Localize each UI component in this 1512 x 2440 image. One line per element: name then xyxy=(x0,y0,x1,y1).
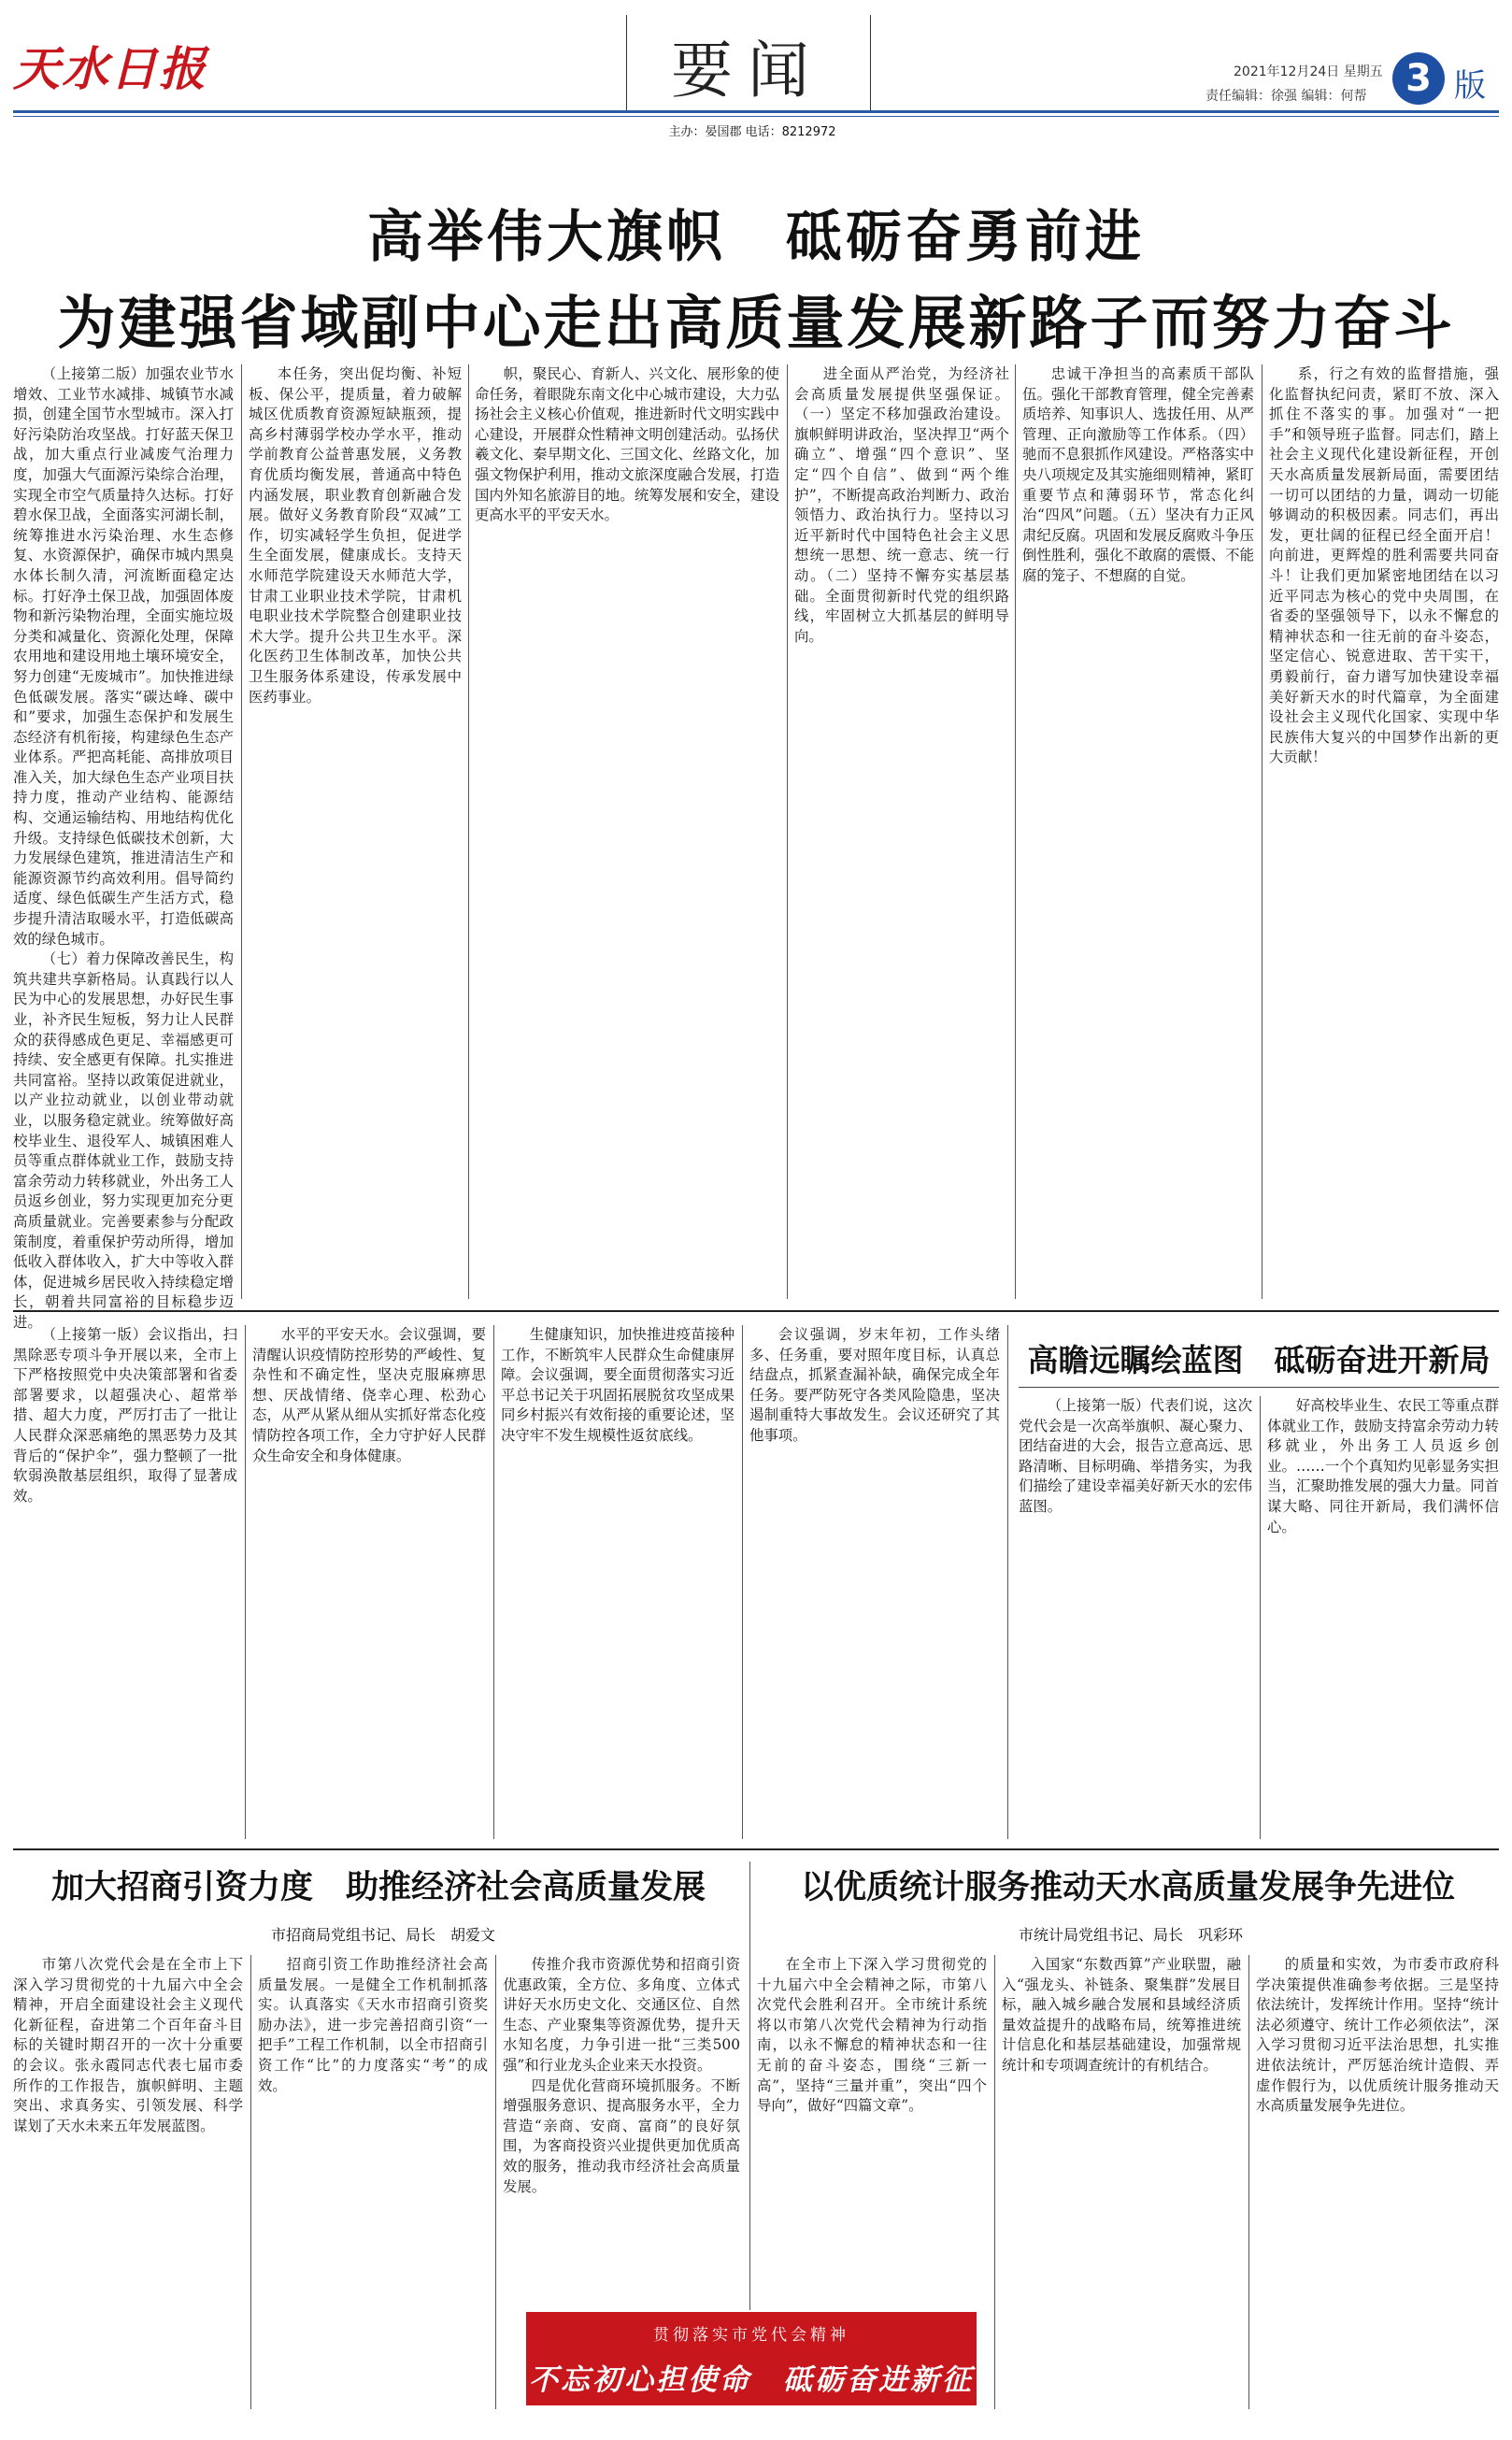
report-column-3: 生健康知识，加快推进疫苗接种工作，不断筑牢人民群众生命健康屏障。会议强调，要全面贯彻落实习近平总书记关于巩固拓展脱贫攻坚成果同乡村振兴有效衔接的重要论述，坚决守牢不发生规模性返贫底线。 xyxy=(501,1326,735,1444)
lead-column-1: （上接第二版）加强农业节水增效、工业节水减排、城镇节水减损，创建全国节水型城市。深入打好污染防治攻坚战。打好蓝天保卫战，加大重点行业减废气治理力度，加强大气面源污染综合治理，实现全市空气质量持久达标。打好碧水保卫战，全面落实河湖长制，统筹推进水污染治理、水生态修复、水资源保护，确保市城内黑臭水体长制久清，河流断面稳定达标。打好净土保卫战，加强固体废物和新污染物治理，全面实施垃圾分类和减量化、资源化处理，保障农用地和建设用地土壤环境安全，努力创建“无废城市”。加快推进绿色低碳发展。落实“碳达峰、碳中和”要求，加强生态保护和发展生态经济有机衔接，构建绿色生态产业体系。严把高耗能、高排放项目准入关，加大绿色生态产业项目扶持力度，推动产业结构、能源结构、交通运输结构、用地结构优化升级。支持绿色低碳技术创新，大力发展绿色建筑，推进清洁生产和能源资源节约高效利用。倡导简约适度、绿色低碳生产生活方式，稳步提升清洁取暖水平，打造低碳高效的绿色城市。 （七）着力保障改善民生，构筑共建共享新格局。认真践行以人民为中心的发展思想，办好民生事业，补齐民生短板，努力让人民群众的获得感成色更足、幸福感更可持续、安全感更有保障。扎实推进共同富裕。坚持以政策促进就业，以产业拉动就业，以创业带动就业，以服务稳定就业。统筹做好高校毕业生、退役军人、城镇困难人员等重点群体就业工作，鼓励支持富余劳动力转移就业，外出务工人员返乡创业，努力实现更加充分更高质量就业。完善要素参与分配政策制度，着重保护劳动所得，增加低收入群体收入，扩大中等收入群体，促进城乡居民收入持续稳定增长，朝着共同富裕的目标稳步迈进。 xyxy=(13,365,234,1331)
side-column-1: （上接第一版）代表们说，这次党代会是一次高举旗帜、凝心聚力、团结奋进的大会，报告立意高远、思路清晰、目标明确、举措务实，为我们描绘了建设幸福美好新天水的宏伟蓝图。 xyxy=(1019,1397,1252,1515)
masthead-rule-thin xyxy=(13,116,1499,117)
banner-line-1: 贯彻落实市党代会精神 xyxy=(653,2326,849,2345)
column-divider xyxy=(241,364,242,1299)
section-title: 要闻 xyxy=(671,35,824,107)
banner-line-2: 不忘初心担使命 砥砺奋进新征程 xyxy=(529,2363,974,2439)
column-divider xyxy=(250,1955,251,2409)
campaign-banner xyxy=(526,2312,977,2439)
section-rule xyxy=(13,1848,1499,1850)
investment-column-3: 传推介我市资源优势和招商引资优惠政策，全方位、多角度、立体式讲好天水历史文化、交通区位、自然生态、产业聚集等资源优势，提升天水知名度，力争引进一批“三类500强”和行业龙头企业来天水投资。 四是优化营商环境抓服务。不断增强服务意识、提高服务水平，全力营造“亲商、安商、富商”的良好氛围，为客商投资兴业提供更加优质高效的服务，推动我市经济社会高质量发展。 xyxy=(503,1956,740,2195)
section-rule xyxy=(13,1310,1499,1312)
issue-date: 2021年12月24日 星期五 xyxy=(1234,64,1383,79)
lead-column-6: 系，行之有效的监督措施，强化监督执纪问责，紧盯不放、深入抓住不落实的事。加强对“一把手”和领导班子监督。同志们，踏上社会主义现代化建设新征程，开创天水高质量发展新局面，需要团结一切可以团结的力量，调动一切能够调动的积极因素。同志们，再出发，更壮阔的征程已经全面开启！向前进，更辉煌的胜利需要共同奋斗！让我们更加紧密地团结在以习近平同志为核心的党中央周围，在省委的坚强领导下，以永不懈怠的精神状态和一往无前的奋斗姿态，坚定信心、锐意进取、苦干实干，勇毅前行，奋力谱写加快建设幸福美好新天水的时代篇章，为全面建设社会主义现代化国家、实现中华民族伟大复兴的中国梦作出新的更大贡献！ xyxy=(1269,365,1499,766)
column-divider xyxy=(749,1862,750,2310)
statistics-byline: 市统计局党组书记、局长 巩彩环 xyxy=(1019,1926,1244,1944)
report-column-1: （上接第一版）会议指出，扫黑除恶专项斗争开展以来，全市上下严格按照党中央决策部署和省委部署要求，以超强决心、超常举措、超大力度，严厉打击了一批让人民群众深恶痛绝的黑恶势力及其背后的“保护伞”，强力整顿了一批软弱涣散基层组织，取得了显著成效。 xyxy=(13,1326,237,1505)
lead-column-3: 帜，聚民心、育新人、兴文化、展形象的使命任务，着眼陇东南文化中心城市建设，大力弘扬社会主义核心价值观，推进新时代文明实践中心建设，开展群众性精神文明创建活动。弘扬伏羲文化、秦早期文化、三国文化、丝路文化，加强文物保护利用，推动文旅深度融合发展，打造国内外知名旅游目的地。统筹发展和安全，建设更高水平的平安天水。 xyxy=(475,365,779,524)
investment-byline: 市招商局党组书记、局长 胡爱文 xyxy=(271,1926,496,1944)
statistics-column-3: 的质量和实效，为市委市政府科学决策提供准确参考依据。三是坚持依法统计，发挥统计作用。坚持“统计法必须遵守、统计工作必须依法”，深入学习贯彻习近平法治思想，扎实推进依法统计，严厉惩治统计造假、弄虚作假行为，以优质统计服务推动天水高质量发展争先进位。 xyxy=(1256,1956,1499,2115)
column-divider xyxy=(495,1955,496,2409)
column-divider xyxy=(468,364,469,1299)
report-column-2: 水平的平安天水。会议强调，要清醒认识疫情防控形势的严峻性、复杂性和不确定性，坚决克服麻痹思想、厌战情绪、侥幸心理、松劲心态，从严从紧从细从实抓好常态化疫情防控各项工作，全力守护好人民群众生命安全和身体健康。 xyxy=(252,1326,486,1464)
lead-column-5: 忠诚干净担当的高素质干部队伍。强化干部教育管理，健全完善素质培养、知事识人、选拔任用、从严管理、正向激励等工作体系。（四）驰而不息狠抓作风建设。严格落实中央八项规定及其实施细则精神，紧盯重要节点和薄弱环节，常态化纠治“四风”问题。（五）坚决有力正风肃纪反腐。巩固和发展反腐败斗争压倒性胜利，强化不敢腐的震慑、不能腐的笼子、不想腐的自觉。 xyxy=(1022,365,1254,584)
lead-column-2: 本任务，突出促均衡、补短板、保公平，提质量，着力破解城区优质教育资源短缺瓶颈，提高乡村薄弱学校办学水平，推动学前教育公益普惠发展，义务教育优质均衡发展，普通高中特色内涵发展，职业教育创新融合发展。做好义务教育阶段“双减”工作，切实减轻学生负担，促进学生全面发展，健康成长。支持天水师范学院建设天水师范大学，甘肃工业职业技术学院，甘肃机电职业技术学院整合创建职业技术大学。提升公共卫生水平。深化医药卫生体制改革，加快公共卫生服务体系建设，传承发展中医药事业。 xyxy=(249,365,462,706)
editors: 责任编辑：徐强 编辑：何帮 xyxy=(1205,89,1367,104)
section-editor-info: 主办：晏国郡 电话：8212972 xyxy=(668,125,836,139)
column-divider xyxy=(787,364,788,1299)
column-divider xyxy=(742,1325,743,1839)
column-divider xyxy=(1007,1325,1008,1839)
column-divider xyxy=(1015,364,1016,1299)
newspaper-logo: 天水日报 xyxy=(13,41,207,96)
side-column-2: 好高校毕业生、农民工等重点群体就业工作，鼓励支持富余劳动力转移就业，外出务工人员返乡创业。……一个个真知灼见彰显务实担当，汇聚助推发展的强大力量。同首谋大略、同往开新局，我们满怀信心。 xyxy=(1267,1397,1499,1535)
lead-headline-1: 高举伟大旗帜 砥砺奋勇前进 xyxy=(367,205,1145,270)
page-number-badge: 3 xyxy=(1392,52,1445,105)
column-divider xyxy=(994,1955,995,2409)
lead-column-4: 进全面从严治党，为经济社会高质量发展提供坚强保证。（一）坚定不移加强政治建设。旗帜鲜明讲政治，坚决捍卫“两个确立”、增强“四个意识”、坚定“四个自信”、做到“两个维护”，不断提高政治判断力、政治领悟力、政治执行力。坚持以习近平新时代中国特色社会主义思想统一思想、统一意志、统一行动。（二）坚持不懈夯实基层基础。全面贯彻新时代党的组织路线，牢固树立大抓基层的鲜明导向。 xyxy=(794,365,1009,645)
side-headline: 高瞻远瞩绘蓝图 砥砺奋进开新局 xyxy=(1027,1342,1491,1378)
statistics-headline: 以优质统计服务推动天水高质量发展争先进位 xyxy=(800,1869,1455,1906)
column-divider xyxy=(1248,1955,1249,2409)
investment-column-1: 市第八次党代会是在全市上下深入学习贯彻党的十九届六中全会精神，开启全面建设社会主义现代化新征程，奋进第二个百年奋斗目标的关键时期召开的一次十分重要的会议。张永霞同志代表七届市委所作的工作报告，旗帜鲜明、主题突出、求真务实、引领发展、科学谋划了天水未来五年发展蓝图。 xyxy=(13,1956,243,2134)
statistics-column-2: 入国家“东数西算”产业联盟，融入“强龙头、补链条、聚集群”发展目标，融入城乡融合发展和县域经济质量效益提升的战略布局，统筹推进统计信息化和基层基础建设，加强常规统计和专项调查统计的有机结合。 xyxy=(1002,1956,1241,2074)
statistics-column-1: 在全市上下深入学习贯彻党的十九届六中全会精神之际，市第八次党代会胜利召开。全市统计系统将以市第八次党代会精神为行动指南，以永不懈怠的精神状态和一往无前的奋斗姿态，围绕“三新一高”，坚持“三量并重”，突出“四个导向”，做好“四篇文章”。 xyxy=(757,1956,987,2115)
masthead-rule xyxy=(13,110,1499,113)
investment-headline: 加大招商引资力度 助推经济社会高质量发展 xyxy=(50,1869,706,1906)
headline-underline xyxy=(1019,1387,1499,1388)
report-column-4: 会议强调，岁末年初，工作头绪多、任务重，要对照年度目标，认真总结盘点，抓紧查漏补缺，确保完成全年任务。要严防死守各类风险隐患，坚决遏制重特大事故发生。会议还研究了其他事项。 xyxy=(749,1326,1000,1444)
column-divider xyxy=(493,1325,494,1839)
investment-column-2: 招商引资工作助推经济社会高质量发展。一是健全工作机制抓落实。认真落实《天水市招商引资奖励办法》，进一步完善招商引资“一把手”工程工作机制，以全市招商引资工作“比”的力度落实“考”的成效。 xyxy=(258,1956,488,2094)
column-divider xyxy=(245,1325,246,1839)
column-divider xyxy=(1260,1396,1261,1839)
page-suffix: 版 xyxy=(1454,67,1486,105)
lead-headline-2: 为建强省域副中心走出高质量发展新路子而努力奋斗 xyxy=(57,289,1455,357)
